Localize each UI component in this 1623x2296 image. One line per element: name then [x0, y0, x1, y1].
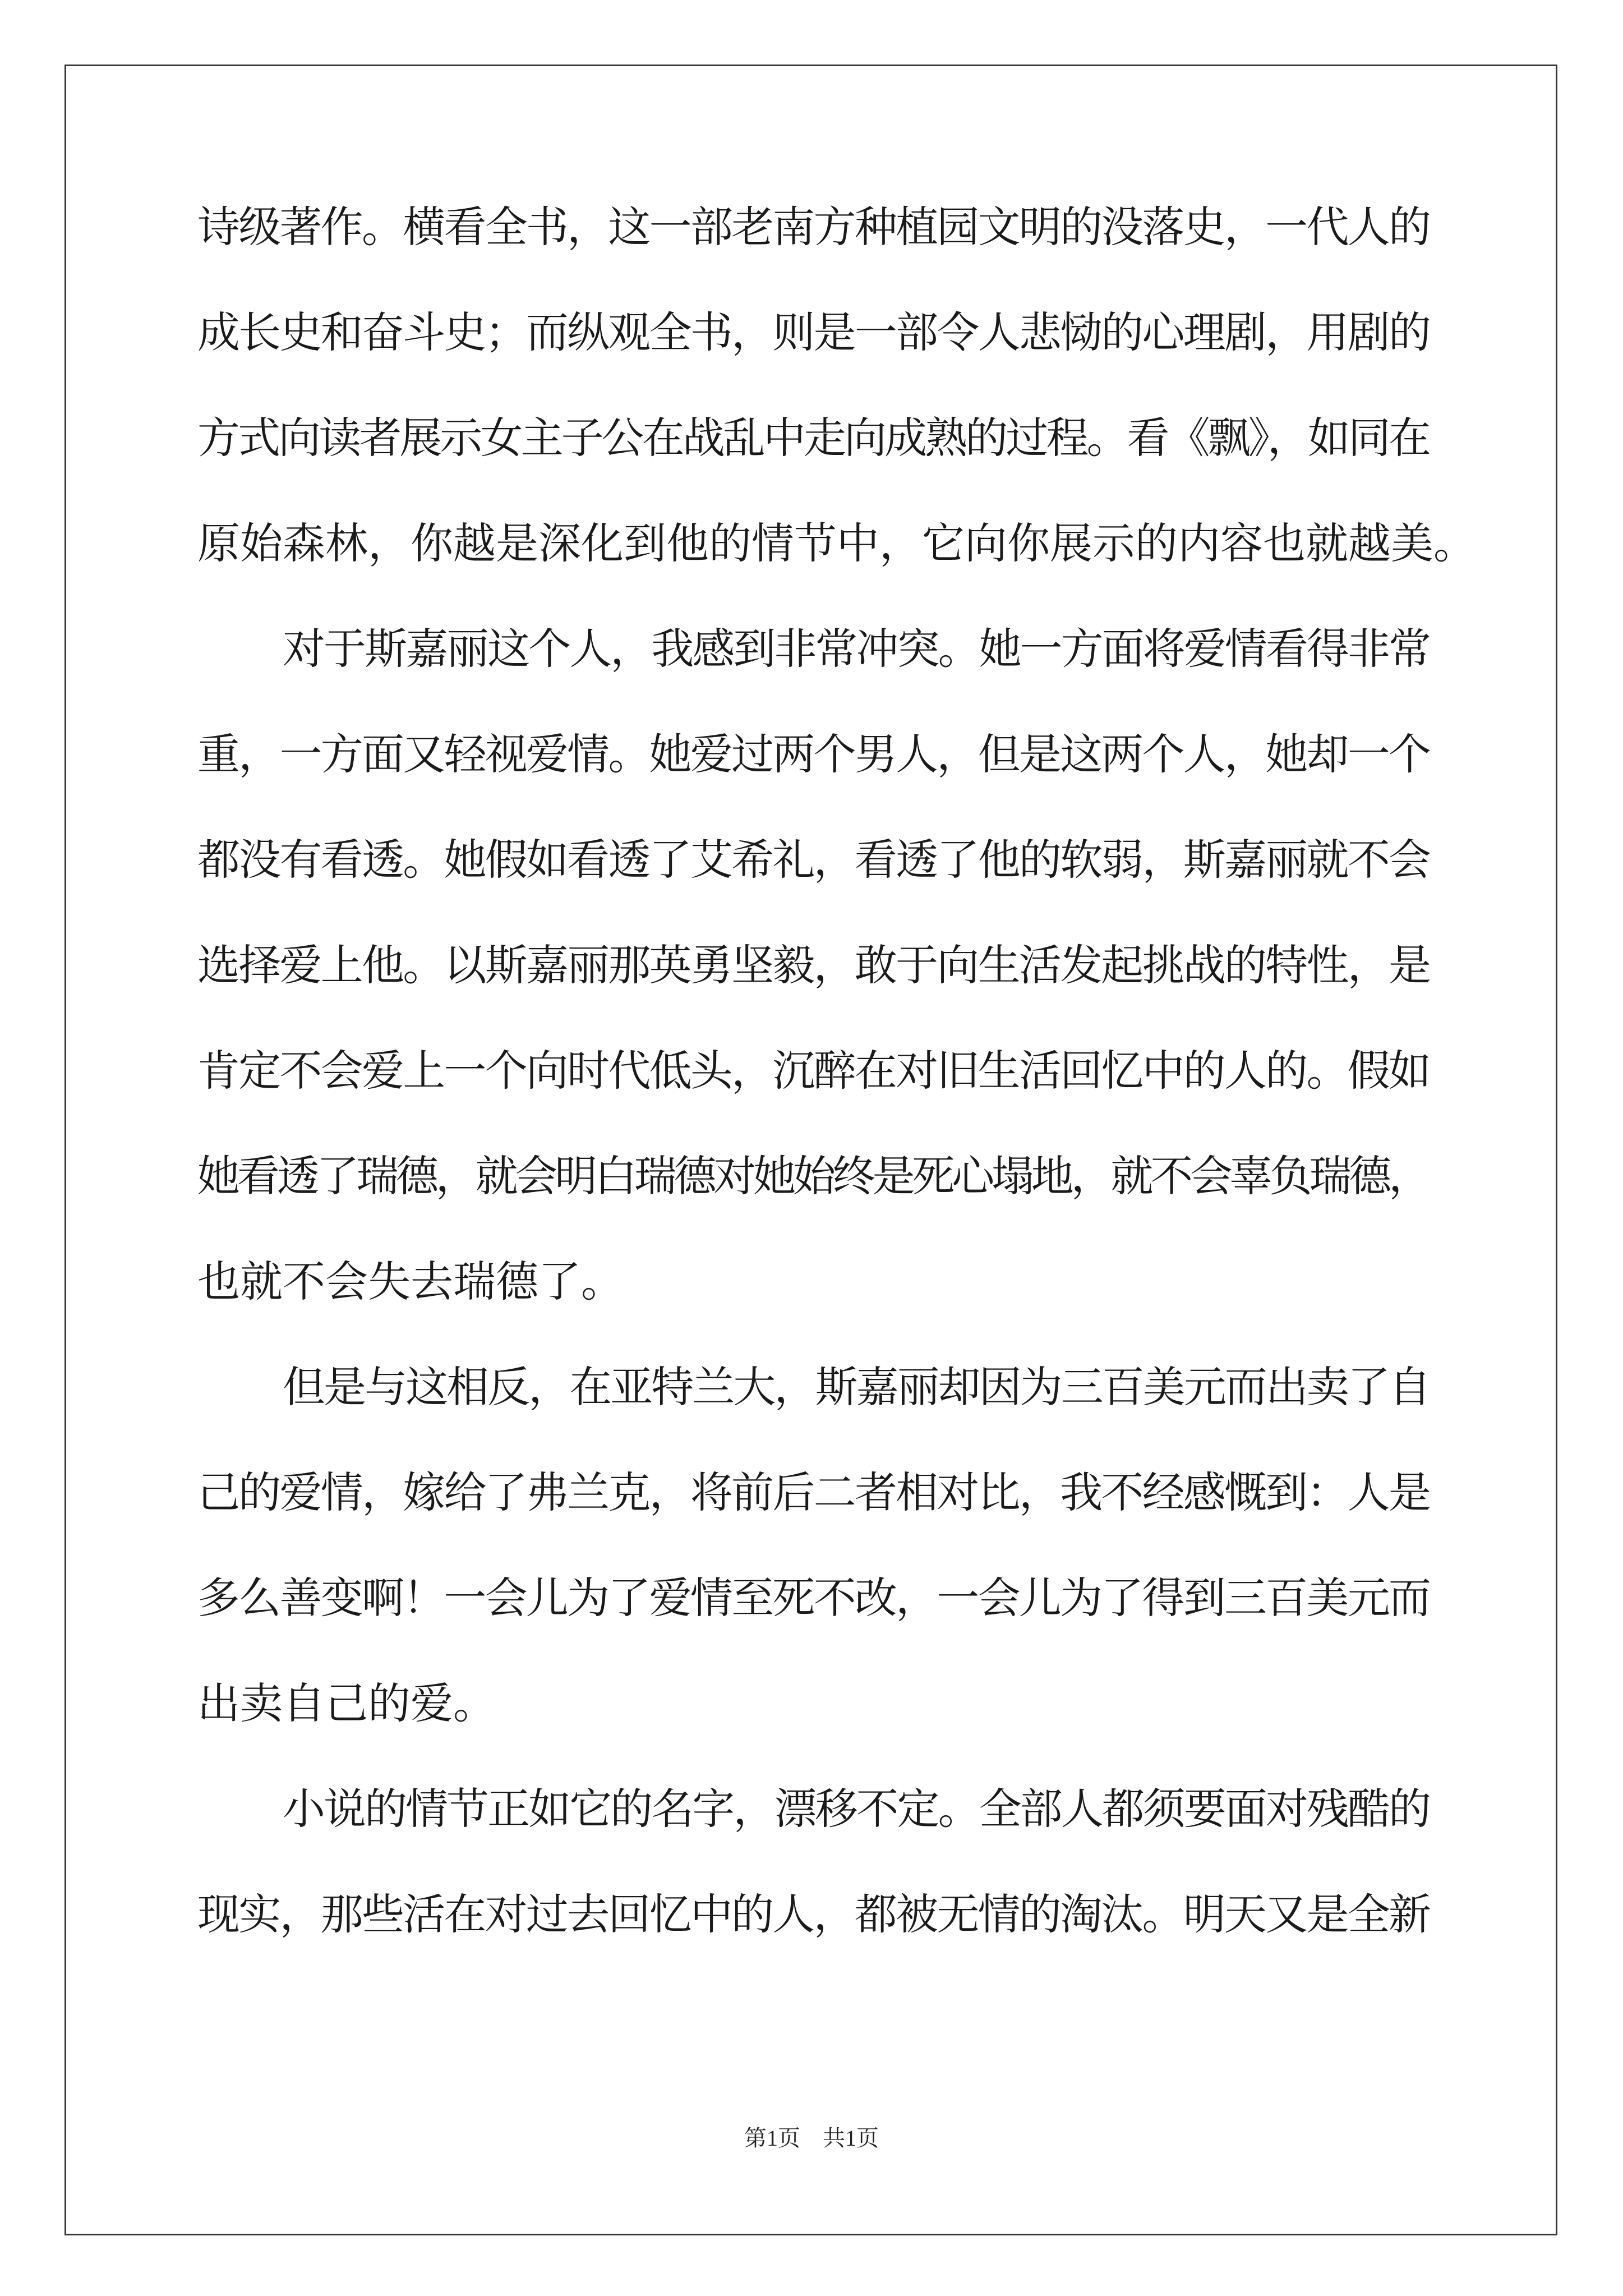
text-line: 都没有看透。她假如看透了艾希礼，看透了他的软弱，斯嘉丽就不会 — [197, 835, 1430, 885]
paragraph-first-line: 对于斯嘉丽这个人，我感到非常冲突。她一方面将爱情看得非常 — [283, 624, 1430, 674]
text-line: 多么善变啊！一会儿为了爱情至死不改，一会儿为了得到三百美元而 — [197, 1573, 1430, 1623]
text-line: 方式向读者展示女主子公在战乱中走向成熟的过程。看《飘》，如同在 — [197, 413, 1430, 463]
page-footer — [0, 2120, 1623, 2152]
paragraph-first-line: 但是与这相反，在亚特兰大，斯嘉丽却因为三百美元而出卖了自 — [283, 1362, 1430, 1412]
text-line: 出卖自己的爱。 — [197, 1678, 496, 1728]
page-total: 共1页 — [823, 2125, 879, 2151]
text-line: 己的爱情，嫁给了弗兰克，将前后二者相对比，我不经感慨到：人是 — [197, 1467, 1430, 1517]
text-line: 现实，那些活在对过去回忆中的人，都被无情的淘汰。明天又是全新 — [197, 1889, 1430, 1939]
text-line: 肯定不会爱上一个向时代低头，沉醉在对旧生活回忆中的人的。假如 — [197, 1046, 1430, 1096]
text-line: 她看透了瑞德，就会明白瑞德对她始终是死心塌地，就不会辜负瑞德， — [197, 1151, 1428, 1201]
text-line: 选择爱上他。以斯嘉丽那英勇坚毅，敢于向生活发起挑战的特性，是 — [197, 940, 1430, 990]
text-line: 成长史和奋斗史；而纵观全书，则是一部令人悲恸的心理剧，用剧的 — [197, 307, 1430, 357]
text-line: 重，一方面又轻视爱情。她爱过两个男人，但是这两个人，她却一个 — [197, 729, 1430, 779]
text-line: 也就不会失去瑞德了。 — [197, 1257, 624, 1306]
page-number: 第1页 — [744, 2125, 800, 2151]
text-line: 原始森林，你越是深化到他的情节中，它向你展示的内容也就越美。 — [197, 518, 1476, 568]
paragraph-first-line: 小说的情节正如它的名字，漂移不定。全部人都须要面对残酷的 — [283, 1784, 1430, 1834]
text-line: 诗级著作。横看全书，这一部老南方种植园文明的没落史，一代人的 — [197, 202, 1430, 252]
